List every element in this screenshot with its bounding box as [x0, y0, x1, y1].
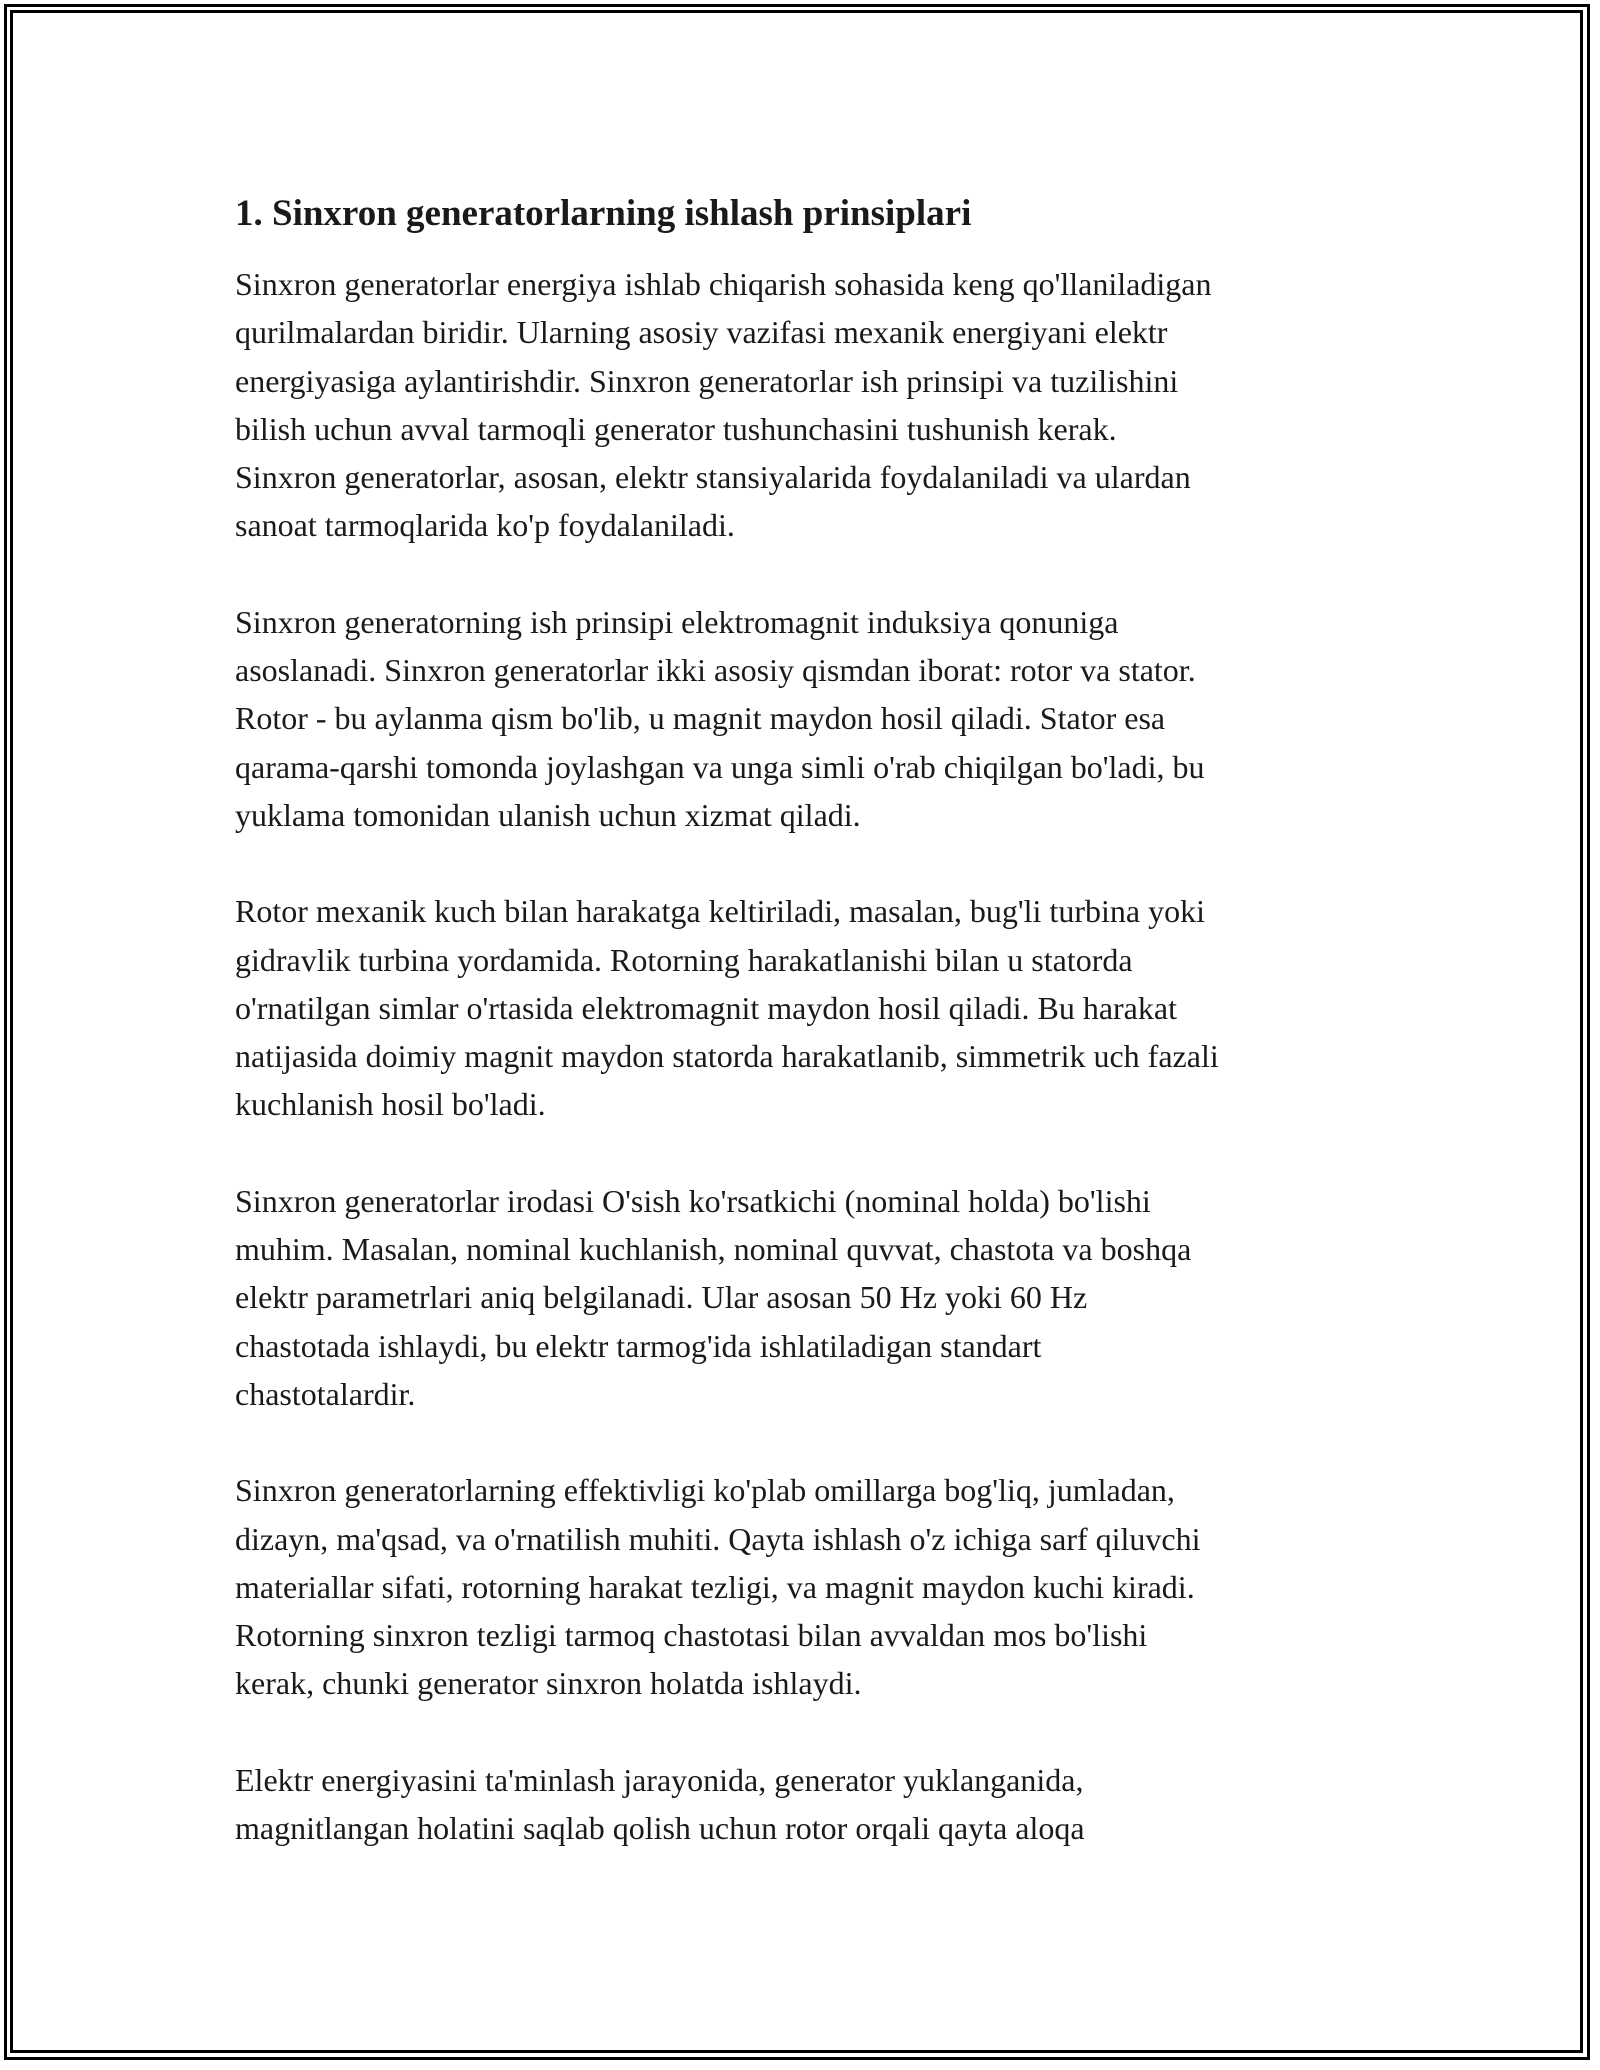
text-line: o'rnatilgan simlar o'rtasida elektromagnit maydon hosil qiladi. Bu harakat [235, 989, 1177, 1026]
text-line: Sinxron generatorlar energiya ishlab chiqarish sohasida keng qo'llaniladigan [235, 266, 1212, 302]
text-line: materiallar sifati, rotorning harakat tezligi, va magnit maydon kuchi kiradi. [235, 1568, 1195, 1605]
text-line: gidravlik turbina yordamida. Rotorning harakatlanishi bilan u statorda [235, 941, 1133, 978]
text-line: yuklama tomonidan ulanish uchun xizmat qiladi. [235, 796, 861, 833]
text-line: Sinxron generatorning ish prinsipi elektromagnit induksiya qonuniga [235, 603, 1119, 640]
text-line: Sinxron generatorlarning effektivligi ko'plab omillarga bog'liq, jumladan, [235, 1472, 1175, 1509]
text-line: Elektr energiyasini ta'minlash jarayonida, generator yuklanganida, [235, 1761, 1084, 1798]
text-line: asoslanadi. Sinxron generatorlar ikki asosiy qismdan iborat: rotor va stator. [235, 652, 1196, 689]
text-line: Rotor mexanik kuch bilan harakatga keltiriladi, masalan, bug'li turbina yoki [235, 893, 1205, 930]
text-line: energiyasiga aylantirishdir. Sinxron generatorlar ish prinsipi va tuzilishini [235, 362, 1179, 399]
text-line: kuchlanish hosil bo'ladi. [235, 1086, 546, 1123]
paragraph-4 [235, 1177, 1365, 1418]
text-line: Rotor - bu aylanma qism bo'lib, u magnit maydon hosil qiladi. Stator esa [235, 700, 1166, 737]
paragraph-1 [235, 260, 1365, 550]
text-line: Sinxron generatorlar, asosan, elektr stansiyalarida foydalaniladi va ulardan [235, 459, 1191, 496]
text-line: natijasida doimiy magnit maydon statorda harakatlanib, simmetrik uch fazali [235, 1038, 1219, 1075]
section-heading: 1. Sinxron generatorlarning ishlash prinsiplari [235, 193, 972, 234]
paragraph-2 [235, 598, 1365, 839]
text-line: Sinxron generatorlar irodasi O'sish ko'rsatkichi (nominal holda) bo'lishi [235, 1182, 1151, 1219]
paragraph-5 [235, 1466, 1365, 1707]
paragraph-6 [235, 1756, 1365, 1853]
text-line: chastotada ishlaydi, bu elektr tarmog'ida ishlatiladigan standart [235, 1327, 1042, 1364]
text-line: bilish uchun avval tarmoqli generator tushunchasini tushunish kerak. [235, 410, 1117, 447]
text-line: dizayn, ma'qsad, va o'rnatilish muhiti. Qayta ishlash o'z ichiga sarf qiluvchi [235, 1520, 1201, 1557]
text-line: qarama-qarshi tomonda joylashgan va unga simli o'rab chiqilgan bo'ladi, bu [235, 748, 1205, 785]
paragraph-3 [235, 887, 1365, 1128]
text-line: kerak, chunki generator sinxron holatda ishlaydi. [235, 1665, 862, 1702]
text-line: magnitlangan holatini saqlab qolish uchun rotor orqali qayta aloqa [235, 1810, 1085, 1847]
text-line: elektr parametrlari aniq belgilanadi. Ular asosan 50 Hz yoki 60 Hz [235, 1279, 1088, 1316]
text-line: Rotorning sinxron tezligi tarmoq chastotasi bilan avvaldan mos bo'lishi [235, 1617, 1148, 1654]
text-line: chastotalardir. [235, 1375, 416, 1412]
text-line: sanoat tarmoqlarida ko'p foydalaniladi. [235, 507, 735, 544]
text-line: qurilmalardan biridir. Ularning asosiy vazifasi mexanik energiyani elektr [235, 314, 1168, 351]
document-body [235, 186, 1365, 1900]
text-line: muhim. Masalan, nominal kuchlanish, nominal quvvat, chastota va boshqa [235, 1231, 1192, 1268]
